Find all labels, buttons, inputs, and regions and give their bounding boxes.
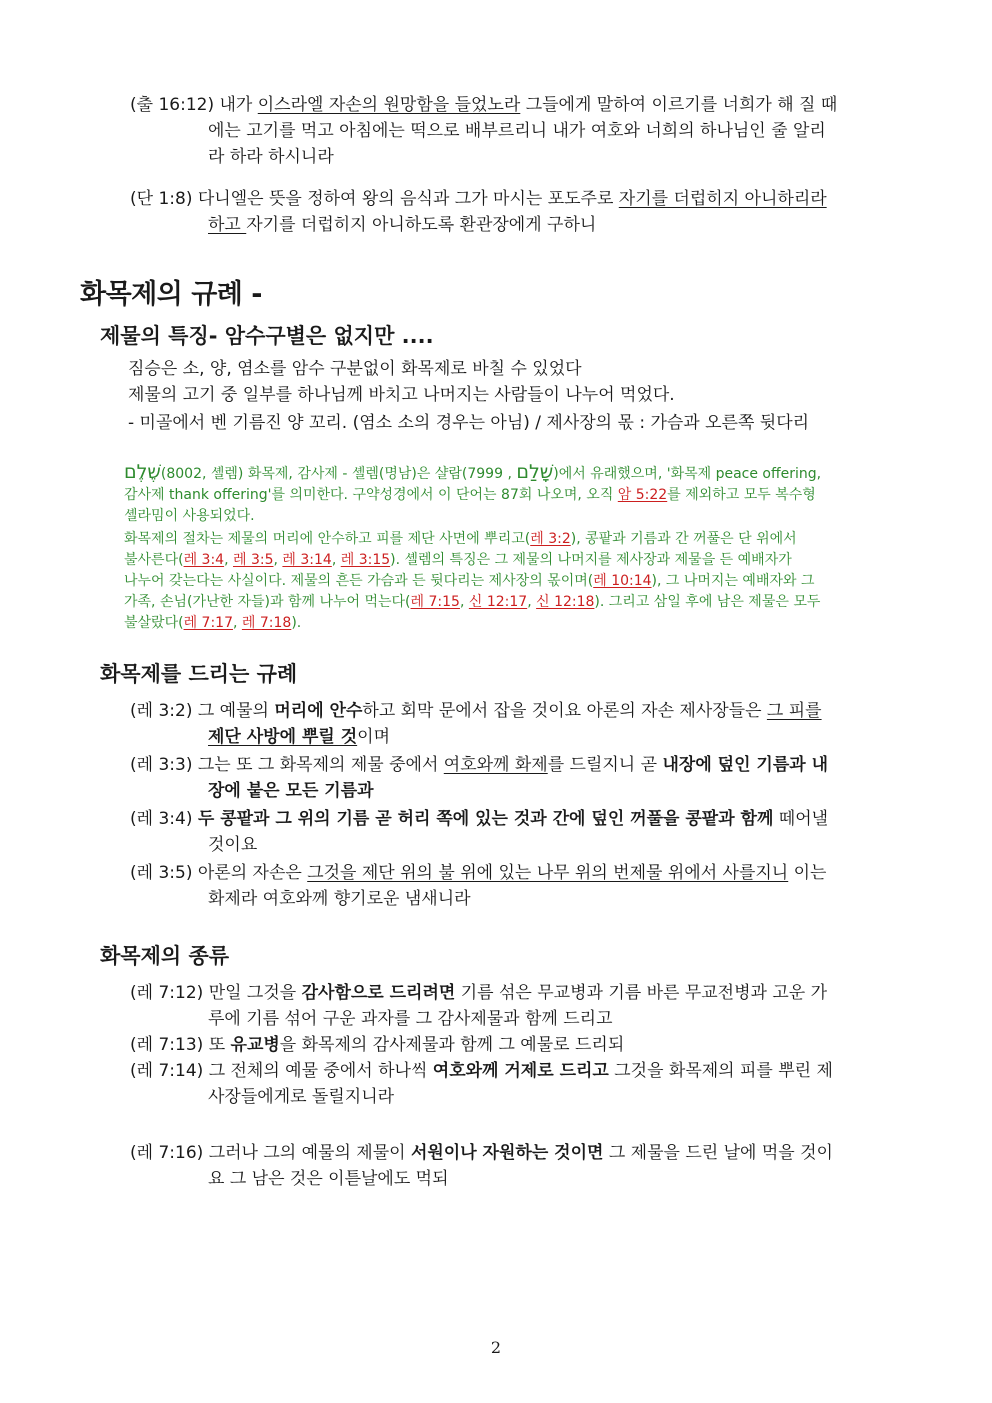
verse-ref: (레 3:5) (130, 863, 193, 883)
verse-daniel-1-8: (단 1:8) 다니엘은 뜻을 정하여 왕의 음식과 그가 마시는 포도주로 자기를 더럽히지 아니하리라 하고 자기를 더럽히지 아니하도록 환관장에게 구하니 (130, 189, 827, 235)
page-number: 2 (490, 1338, 502, 1357)
section-title: 화목제의 규례 - (80, 279, 262, 310)
scripture-link[interactable]: 신 12:17 (468, 594, 528, 610)
scripture-link[interactable]: 암 5:22 (617, 487, 668, 503)
subsection-title-offering-traits: 제물의 특징- 암수구별은 없지만 .... (100, 324, 434, 348)
verse-ref: (레 7:12) (130, 983, 204, 1003)
verse-lev-7-16: (레 7:16) 그러나 그의 예물의 제물이 서원이나 자원하는 것이면 그 제물을 드린 날에 먹을 것이 요 그 남은 것은 이튿날에도 먹되 (130, 1143, 833, 1189)
hebrew-word: שָׁלַם (516, 461, 554, 483)
verse-ref: (레 3:3) (130, 755, 193, 775)
verse-lev-3-2: (레 3:2) 그 예물의 머리에 안수하고 회막 문에서 잡을 것이요 아론의 자손 제사장들은 그 피를 제단 사방에 뿌릴 것이며 (130, 701, 822, 747)
scripture-link[interactable]: 레 7:17 (183, 615, 233, 631)
verse-exodus-16-12: (출 16:12) 내가 이스라엘 자손의 원망함을 들었노라 그들에게 말하여 이르기를 너희가 해 질 때 에는 고기를 먹고 아침에는 떡으로 배부르리니 내가 여호와 너희의 하나님인 줄 알리 라 하라 하시니라 (130, 95, 838, 167)
verse-ref: (레 3:2) (130, 701, 193, 721)
verse-lev-7-12: (레 7:12) 만일 그것을 감사함으로 드리려면 기름 섞은 무교병과 기름 바른 무교전병과 고운 가 루에 기름 섞어 구운 과자를 그 감사제물과 함께 드리고 (130, 983, 827, 1029)
scripture-link[interactable]: 레 7:15 (410, 594, 460, 610)
verse-lev-3-4: (레 3:4) 두 콩팥과 그 위의 기름 곧 허리 쪽에 있는 것과 간에 덮인 꺼풀을 콩팥과 함께 떼어낼 것이요 (130, 809, 829, 855)
verse-ref: (레 7:16) (130, 1143, 204, 1163)
verse-ref: (단 1:8) (130, 189, 193, 209)
verse-lev-7-14: (레 7:14) 그 전체의 예물 중에서 하나씩 여호와께 거제로 드리고 그것을 화목제의 피를 뿌린 제 사장들에게로 돌릴지니라 (130, 1061, 833, 1107)
scripture-link[interactable]: 레 10:14 (593, 573, 652, 589)
verse-lev-3-5: (레 3:5) 아론의 자손은 그것을 제단 위의 불 위에 있는 나무 위의 번제물 위에서 사를지니 이는 화제라 여호와께 향기로운 냄새니라 (130, 863, 827, 909)
text-line: - 미골에서 벤 기름진 양 꼬리. (염소 소의 경우는 아님) / 제사장의 몫 : 가슴과 오른쪽 뒷다리 (128, 413, 810, 433)
text-line: 짐승은 소, 양, 염소를 암수 구분없이 화목제로 바칠 수 있었다 (128, 359, 582, 379)
verse-ref: (레 3:4) (130, 809, 193, 829)
verse-ref: (출 16:12) (130, 95, 215, 115)
verse-lev-7-13: (레 7:13) 또 유교병을 화목제의 감사제물과 함께 그 예물로 드리되 (130, 1035, 625, 1055)
verse-lev-3-3: (레 3:3) 그는 또 그 화목제의 제물 중에서 여호와께 화제를 드릴지니 곧 내장에 덮인 기름과 내 장에 붙은 모든 기름과 (130, 755, 829, 801)
lexicon-note: שֶׁלֶם(8002, 셸렘) 화목제, 감사제 - 셸렘(명남)은 샬람( שָׁלַם , 7999)에서 유래했으며, '화목제 peace offering, 감사제 thank offering'를 의미한다. 구약성경에서 이 단어는 87회 나오며, 오직 암 5:22를 제외하고 모두 복수형 셸라밈이 사용되었다. 화목제의 절차는 제물의 머리에 안수하고 피를 제단 사면에 뿌리고(레 3:2), 콩팥과 기름과 간 꺼풀은 단 위에서 불사른다(레 3:4, 레 3:5, 레 3:14, 레 3:15). 셸렘의 특징은 그 제물의 나머지를 제사장과 제물을 든 예배자가 나누어 갖는다는 사실이다. 제물의 흔든 가슴과 든 뒷다리는 제사장의 몫이며(레 10:14), 그 나머지는 예배자와 그 가족, 손님(가난한 자들)과 함께 나누어 먹는다(레 7:15, 신 12:17, 신 12:18). 그리고 삼일 후에 남은 제물은 모두 불살랐다(레 7:17, 레 7:18). (124, 461, 822, 631)
verse-ref: (레 7:14) (130, 1061, 204, 1081)
hebrew-word: שֶׁלֶם (124, 461, 161, 483)
scripture-link[interactable]: 레 3:4 (183, 552, 225, 568)
scripture-link[interactable]: 레 3:15 (340, 552, 391, 568)
subsection-title-offering-types: 화목제의 종류 (100, 944, 230, 968)
scripture-link[interactable]: 신 12:18 (536, 594, 595, 610)
scripture-link[interactable]: 레 7:18 (241, 615, 292, 631)
text-line: 제물의 고기 중 일부를 하나님께 바치고 나머지는 사람들이 나누어 먹었다. (128, 385, 675, 405)
subsection-title-offering-rules: 화목제를 드리는 규례 (100, 662, 298, 686)
scripture-link[interactable]: 레 3:2 (530, 531, 571, 547)
verse-ref: (레 7:13) (130, 1035, 204, 1055)
scripture-link[interactable]: 레 3:14 (282, 552, 332, 568)
scripture-link[interactable]: 레 3:5 (232, 552, 274, 568)
